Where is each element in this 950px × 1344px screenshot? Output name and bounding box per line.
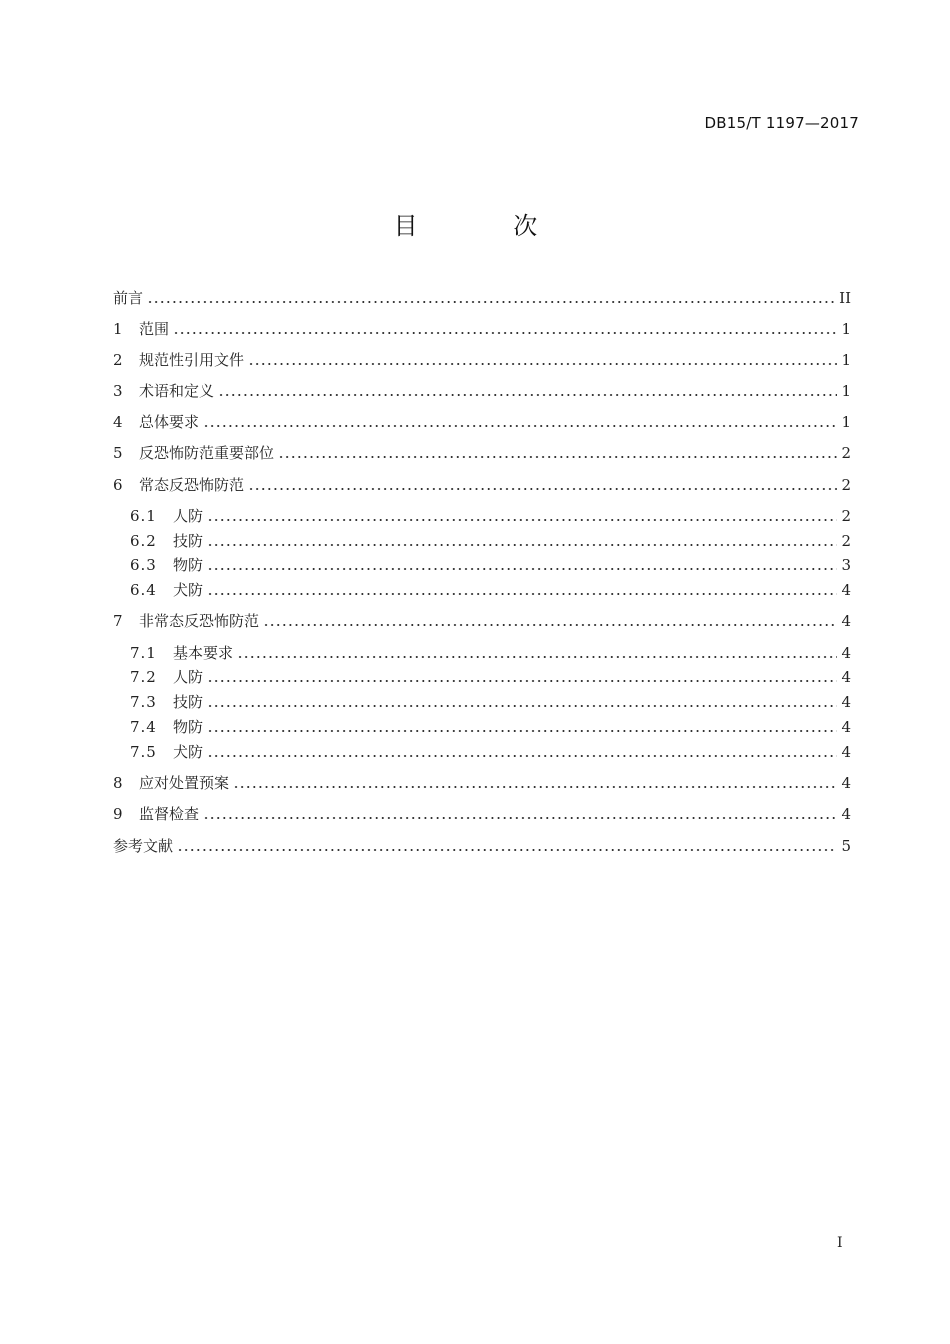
dot-leader: [207, 544, 837, 546]
toc-entry-7-1[interactable]: [130, 642, 851, 664]
toc-entry-number: 6.1: [130, 507, 157, 525]
toc-entry-label: 犬防: [173, 743, 204, 761]
dot-leader: [248, 363, 837, 365]
toc-entry-page: 4: [841, 612, 851, 630]
toc-entry-page: 1: [841, 351, 851, 369]
toc-entry-7-3[interactable]: [130, 691, 851, 713]
toc-entry-number: 2: [113, 351, 123, 369]
toc-entry-label: 常态反恐怖防范: [139, 476, 245, 494]
toc-entry-page: 4: [841, 805, 851, 823]
toc-entry-3[interactable]: [113, 380, 851, 402]
toc-entry-references[interactable]: [113, 835, 851, 857]
dot-leader: [207, 593, 837, 595]
toc-entry-page: 1: [841, 382, 851, 400]
toc-entry-1[interactable]: [113, 318, 851, 340]
toc-entry-number: 7: [113, 612, 123, 630]
page-number: I: [837, 1235, 843, 1251]
dot-leader: [207, 755, 837, 757]
toc-entry-label: 反恐怖防范重要部位: [139, 444, 275, 462]
toc-entry-label: 物防: [173, 556, 204, 574]
dot-leader: [207, 519, 837, 521]
toc-entry-number: 6.4: [130, 581, 157, 599]
dot-leader: [218, 394, 837, 396]
toc-entry-label: 前言: [113, 289, 144, 307]
toc-entry-page: 4: [841, 668, 851, 686]
toc-entry-number: 7.4: [130, 718, 157, 736]
toc-entry-label: 人防: [173, 668, 204, 686]
document-code: DB15/T 1197—2017: [704, 114, 859, 132]
dot-leader: [207, 730, 837, 732]
toc-entry-4[interactable]: [113, 411, 851, 433]
toc-entry-number: 9: [113, 805, 123, 823]
dot-leader: [207, 680, 837, 682]
toc-entry-label: 人防: [173, 507, 204, 525]
toc-entry-number: 7.5: [130, 743, 157, 761]
toc-entry-label: 参考文献: [113, 837, 174, 855]
toc-entry-page: 4: [841, 581, 851, 599]
dot-leader: [248, 488, 837, 490]
dot-leader: [207, 705, 837, 707]
toc-entry-page: 1: [841, 413, 851, 431]
toc-entry-7-2[interactable]: [130, 666, 851, 688]
dot-leader: [233, 786, 837, 788]
toc-entry-page: 4: [841, 743, 851, 761]
dot-leader: [173, 332, 837, 334]
toc-entry-page: 2: [841, 444, 851, 462]
toc-entry-7-5[interactable]: [130, 741, 851, 763]
toc-entry-page: 4: [841, 693, 851, 711]
toc-entry-2[interactable]: [113, 349, 851, 371]
toc-entry-page: 2: [841, 532, 851, 550]
toc-entry-label: 技防: [173, 532, 204, 550]
toc-entry-number: 8: [113, 774, 123, 792]
dot-leader: [203, 817, 837, 819]
toc-entry-page: 2: [841, 476, 851, 494]
toc-entry-number: 5: [113, 444, 123, 462]
toc-entry-5[interactable]: [113, 442, 851, 464]
toc-entry-page: 4: [841, 774, 851, 792]
dot-leader: [237, 656, 837, 658]
toc-entry-label: 监督检查: [139, 805, 200, 823]
toc-entry-number: 6.2: [130, 532, 157, 550]
toc-entry-label: 非常态反恐怖防范: [139, 612, 260, 630]
toc-entry-6-1[interactable]: [130, 505, 851, 527]
toc-entry-page: 5: [841, 837, 851, 855]
toc-entry-label: 范围: [139, 320, 170, 338]
toc-entry-label: 应对处置预案: [139, 774, 230, 792]
toc-entry-page: 3: [841, 556, 851, 574]
toc-entry-number: 7.1: [130, 644, 157, 662]
toc-entry-label: 总体要求: [139, 413, 200, 431]
toc-entry-page: II: [839, 289, 851, 307]
toc-entry-number: 6.3: [130, 556, 157, 574]
dot-leader: [263, 624, 837, 626]
toc-entry-page: 4: [841, 718, 851, 736]
toc-entry-page: 2: [841, 507, 851, 525]
toc-entry-label: 规范性引用文件: [139, 351, 245, 369]
dot-leader: [203, 425, 837, 427]
toc-entry-number: 4: [113, 413, 123, 431]
toc-entry-page: 1: [841, 320, 851, 338]
toc-entry-number: 7.2: [130, 668, 157, 686]
toc-entry-6-4[interactable]: [130, 579, 851, 601]
toc-entry-8[interactable]: [113, 772, 851, 794]
toc-entry-number: 1: [113, 320, 123, 338]
toc-entry-label: 基本要求: [173, 644, 234, 662]
toc-entry-number: 7.3: [130, 693, 157, 711]
toc-entry-number: 6: [113, 476, 123, 494]
toc-entry-foreword[interactable]: [113, 287, 851, 309]
toc-entry-7-4[interactable]: [130, 716, 851, 738]
toc-entry-9[interactable]: [113, 803, 851, 825]
toc-entry-page: 4: [841, 644, 851, 662]
toc-entry-label: 术语和定义: [139, 382, 215, 400]
dot-leader: [278, 456, 837, 458]
dot-leader: [177, 849, 837, 851]
toc-entry-6[interactable]: [113, 474, 851, 496]
toc-entry-7[interactable]: [113, 610, 851, 632]
toc-entry-label: 犬防: [173, 581, 204, 599]
toc-entry-label: 技防: [173, 693, 204, 711]
toc-entry-number: 3: [113, 382, 123, 400]
dot-leader: [147, 301, 835, 303]
dot-leader: [207, 568, 837, 570]
toc-entry-6-3[interactable]: [130, 554, 851, 576]
toc-entry-6-2[interactable]: [130, 530, 851, 552]
toc-entry-label: 物防: [173, 718, 204, 736]
toc-title: 目 次: [393, 212, 582, 240]
